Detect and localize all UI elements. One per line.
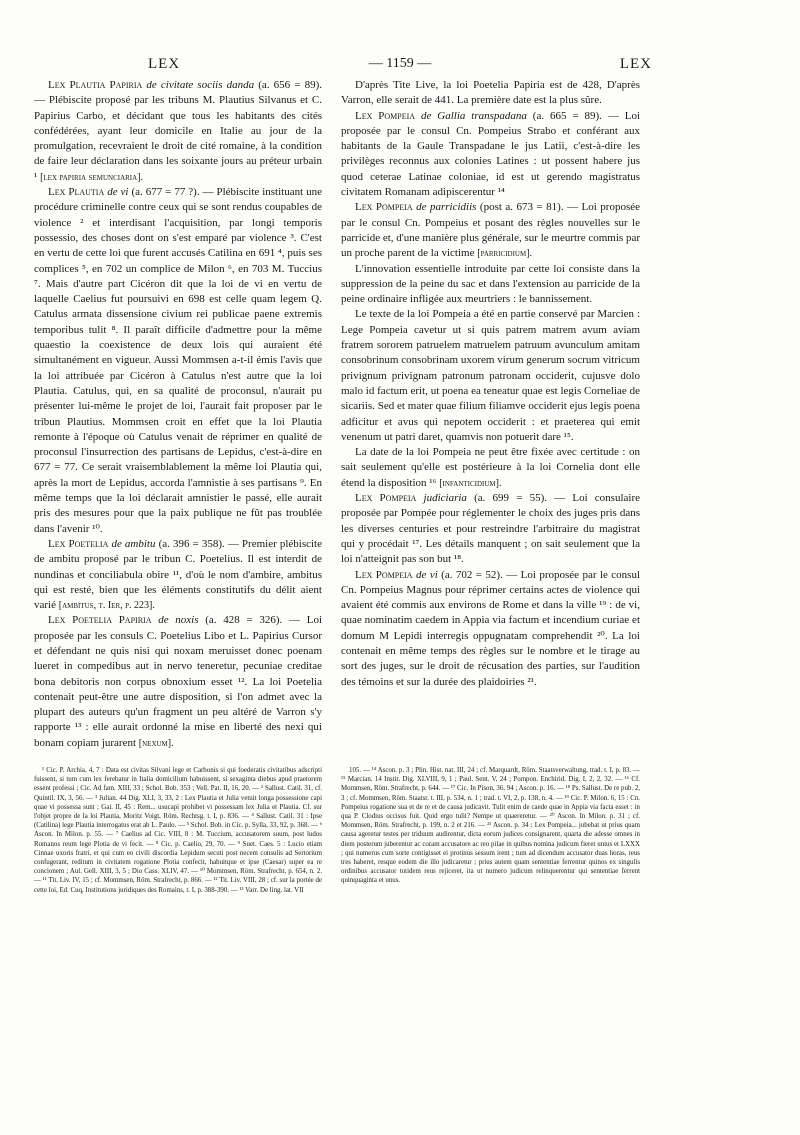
cross-reference[interactable]: [lex papiria semunciaria]. xyxy=(40,171,144,183)
entry-lex-plautia-de-vi: Lex Plautia de vi (a. 677 = 77 ?). — Plébiscite instituant une procédure criminelle contre ceux qui se sont rendus coupables de violence ² et interdisant l'acquisition, par longi temporis possessio, des choses dont on s'est emparé par violence ³. C'est en vertu de cette loi que furent accusés Catilina en 691 ⁴, puis ses complices ⁵, en 702 un complice de Milon ⁶, en 703 M. Tuccius ⁷. Mais d'autre part Cicéron dit que la loi de vi en vertu de laquelle Caelius fut poursuivi en 698 est celle quam legem Q. Catulus armata dissensione civium rei publicae paene extremis temporibus tulit ⁸. Il paraît difficile d'admettre pour la même quaestio la coexistence de deux lois qui auraient été simultanément en vigueur. Aussi Mommsen a-t-il émis l'avis que la loi attribuée par Cicéron à Catulus n'est autre que la loi Plautia. Catulus, qui, en sa qualité de proconsul, n'aurait pu présenter lui-même le projet de loi, l'aurait fait proposer par le tribun Plautius. Mommsen croit en effet que la loi Plautia remonte à l'époque où Catulus venait de réprimer en qualité de proconsul l'insurrection des partisans de Lepidus, c'est-à-dire en 677 = 77. Ce serait vraisemblablement la même loi Plautia qui, après la mort de Lepidus, accorda l'amnistie à ses partisans ⁹. En même temps que la loi déclarait amnistier le passé, elle aurait pris des mesures pour que la paix publique ne fût pas troublée dans l'avenir ¹⁰. xyxy=(34,186,323,535)
running-head-left: LEX xyxy=(148,56,181,72)
footnotes-left xyxy=(34,766,322,895)
cross-reference[interactable]: [nexum]. xyxy=(138,737,174,749)
left-column xyxy=(34,78,322,751)
entry-lex-pompeia-parricidiis: Lex Pompeia de parricidiis (post a. 673 = 81). — Loi proposée par le consul Cn. Pompeius et posant des règles nouvelles sur le parricide et, d'une manière plus générale, sur le meurtre commis par un proche parent de la victime [parricidium]. xyxy=(341,201,641,260)
paragraph-innovation: L'innovation essentielle introduite par cette loi consiste dans la suppression de la peine du sac et dans l'extension au parricide de la peine ordinaire infligée aux meurtriers : le bannissement. xyxy=(341,262,640,306)
page-number: — 1159 — xyxy=(368,56,432,71)
right-column-body xyxy=(341,78,640,690)
entry-lex-pompeia-de-vi: Lex Pompeia de vi (a. 702 = 52). — Loi proposée par le consul Cn. Pompeius Magnus pour réprimer certains actes de violence qui avaient été commis aux environs de Rome et dans la ville ¹⁹ : de vi, quae nominatim caedem in Appia via factum et incendium curiae et domum M Lepidi interregis oppugnatam comprehendit ²⁰. La loi contenait en même temps des règles sur le nombre et le tirage au sort des juges, sur le droit de récusation des parties, sur l'audition des témoins et sur la durée des plaidoiries ²¹. xyxy=(341,568,641,688)
footnote-block: ¹ Cic. P. Archia, 4, 7 : Data est civitas Silvani lege et Carbonis si qui foederatis civitatibus adscripti fuissent, si tum cum lex ferebatur in Italia domicilium habuissent, si sexaginta diebus apud praetorem essent professi ; Cic. Ad fam. XIII, 33 ; Schol. Bob. 353 ; Vell. Pat. II, 16, 20. — ² Sallust. Catil. 31, cf. Quintil. IX, 3, 56. — ³ Julian. 44 Dig. XLI, 3, 33, 2 : Lex Plautia et Julia vetuit longa possessione capi quae vi possessa sunt ; Gai. II, 45 : Rem... usucapi prohibet vi possessam lex Julia et Plautia. Cf. sur l'objet propre de la loi Plautia, Moritz Voigt, Röm. Rechtsg. t. I, p. 836. — ⁴ Sallust. Catil. 31 : Ipse (Catilina) lege Plautia interrogatus erat ab L. Paulo. — ⁵ Schol. Bob. in Cic. p. Sylla, 33, 92, p. 368. — ⁶ Ascon. In Milon. p. 55. — ⁷ Caelius ad Cic. VIII, 8 : M. Tuccium, accusatorem suum, post ludos Romanos reum lege Plotia de vi fecit. — ⁸ Cic. p. Caelio, 29, 70. — ⁹ Suet. Caes. 5 : Lucio etiam Cinnae uxoris fratri, et qui cum eo civili discordia Lepidum secuti post necem consulis ad Sertorium confugerant, reditum in civitatem rogatione Plotia confecit, habuitque et ipse (Caesar) super ea re concionem ; Aul. Gell. XIII, 3, 5 ; Dio Cass. XLIV, 47. — ¹⁰ Mommsen, Röm. Strafrecht, p. 654, n. 2. — ¹¹ Tit. Liv. IV, 15 ; cf. Mommsen, Röm. Strafrecht, p. 866. — ¹² Tit. Liv. VIII, 28 ; cf. sur la portée de cette loi, Ed. Cuq, Institutions juridiques des Romains, t. I, p. 388-390. — ¹³ Varr. De ling. lat. VII xyxy=(34,767,322,894)
running-head-right: LEX xyxy=(619,56,652,72)
footnote-block: 105. — ¹⁴ Ascon. p. 3 ; Plin. Hist. nat. III, 24 ; cf. Marquardt, Röm. Staatsverwaltung, trad. t. I, p. 83. — ¹⁵ Marcian. 14 Instit. Dig. XLVIII, 9, 1 ; Paul. Sent. V, 24 ; Pompon. Enchirid. Dig. I, 2, 2, 32. — ¹⁶ Cf. Mommsen, Röm. Strafrecht, p. 644. — ¹⁷ Cic. In Pison, 36, 94 ; Ascon. p. 16. — ¹⁸ Ps. Sallust. De re pub. 2, 3 ; cf. Mommsen, Röm. Staatsr. t. III, p. 534, n. 1 ; trad. t. VI, 2, p. 138, n. 4. — ¹⁹ Cic. P. Milon. 6, 15 : Cn. Pompeius rogatione sua et de re et de causa judicavit. Tulit enim de caede quae in Appia via facta esset : in qua P. Clodius occisus fuit. Quid ergo tulit? Nempe ut quaereretur. — ²⁰ Ascon. In Milon. p. 31 ; cf. Mommsen, Röm. Strafrecht, p. 199, n. 2 et 216. — ²¹ Ascon. p. 34 : Lex Pompeia... jubebat ut prius quam causa ageretur testes per triduum audirentur, dicta eorum judices consignarent, quarta die adesse omnes in diem posterum juberentur ac coram accusatore ac reo pilae in quibus nomina judicum fieret unius et LXXX ; qui numerus cum sorte contigisset ei protinus sessum irent ; tum ad dicendum accusator duas horas, reus tres haberet, resque eodem die illo judicaretur ; prius autem quam sententiae ferrentur quinos ex singulis ordinibus accusator totidem reus rejiceret, ita ut numero judicum relinquerentur qui sententiae ferrent quinquaginta et unus. xyxy=(341,767,640,885)
cross-reference[interactable]: [parricidium]. xyxy=(477,248,533,260)
entry-lex-pompeia-gallia: Lex Pompeia de Gallia transpadana (a. 665 = 89). — Loi proposée par le consul Cn. Pompeius Strabo et conférant aux habitants de la Gaule Transpadane le jus Latii, c'est-à-dire les privilèges reconnus aux colonies Latines : ut possent habere jus quod ceterae Latinae coloniae, id est ut gerendo magistratus civitatem Romanam adipiscerentur ¹⁴ xyxy=(341,109,641,199)
paragraph-poetelia-dates: D'après Tite Live, la loi Poetelia Papiria est de 428, D'après Varron, elle serait de 441. La première date est la plus sûre. xyxy=(341,79,640,107)
paragraph-marcien-text: Le texte de la loi Pompeia a été en partie conservé par Marcien : Lege Pompeia cavetur ut si quis patrem matrem avum aviam fratrem sororem patruelem matruelem patruum avunculum amitam consobrinum consobrinam uxorem virum generum socrum vitricum privignum privignam patronum patronam occiderit, cujusve dolo malo id factum erit, ut poena ea teneatur quae est legis Corneliae de sicariis. Sed et mater quae filium filiamve occiderit ejus legis poena adficitur et avus qui nepotem occiderit : et praeterea qui emit venenum ut patri daret, quamvis non potuerit dare ¹⁵. xyxy=(341,308,640,443)
footnotes-right xyxy=(341,766,640,886)
page-header xyxy=(148,56,652,78)
entry-lex-pompeia-judiciaria: Lex Pompeia judiciaria (a. 699 = 55). — Loi consulaire proposée par Pompée pour réglementer le choix des juges pris dans les diverses centuries et pour restreindre l'arbitraire du magistrat qui y procédait ¹⁷. Les détails manquent ; on sait seulement que la loi n'atteignit pas son but ¹⁸. xyxy=(341,492,640,566)
entry-lex-poetelia-de-ambitu: Lex Poetelia de ambitu (a. 396 = 358). — Premier plébiscite de ambitu proposé par le tribun C. Poetelius. Il est interdit de nundinas et conciliabula obire ¹¹, d'où le nom d'ambire, ambitus qui est resté, bien que les éléments constitutifs du délit aient varié [ambitus, t. Ier, p. 223]. xyxy=(34,537,322,612)
entry-lex-poetelia-papiria: Lex Poetelia Papiria de noxis (a. 428 = 326). — Loi proposée par les consuls C. Poetelius Libo et L. Papirius Cursor et défendant ne quis nisi qui noxam meruisset donec poenam lueret in compedibus aut in nervo teneretur, pecuniae creditae bona debitoris non corpus obnoxium esset ¹². La loi Poetelia contenait peut-être une autre disposition, si l'on admet avec la plupart des auteurs qu'un fragment un peu altéré de Varron s'y rapporte ¹³ : elle aurait ordonné la mise en liberté des nexi qui bonam copiam jurarent [nexum]. xyxy=(34,614,323,749)
cross-reference[interactable]: [ambitus, t. Ier, p. 223]. xyxy=(58,600,155,612)
paragraph-date-pompeia: La date de la loi Pompeia ne peut être fixée avec certitude : on sait seulement qu'elle est postérieure à la loi Cornelia dont elle étend la disposition ¹⁶ [infanticidium]. xyxy=(341,446,640,489)
entry-lex-plautia-papiria: Lex Plautia Papiria de civitate sociis danda (a. 656 = 89). — Plébiscite proposé par les tribuns M. Plautius Silvanus et C. Papirius Carbo, et décidant que tous les habitants des cités confédérées, ayant leur domicile en Italie au jour de la promulgation, recevraient le droit de cité romaine, à la condition de faire leur déclaration dans les soixante jours au préteur urbain ¹ [lex papiria semunciaria]. xyxy=(34,79,322,183)
cross-reference[interactable]: [infanticidium]. xyxy=(439,477,502,489)
